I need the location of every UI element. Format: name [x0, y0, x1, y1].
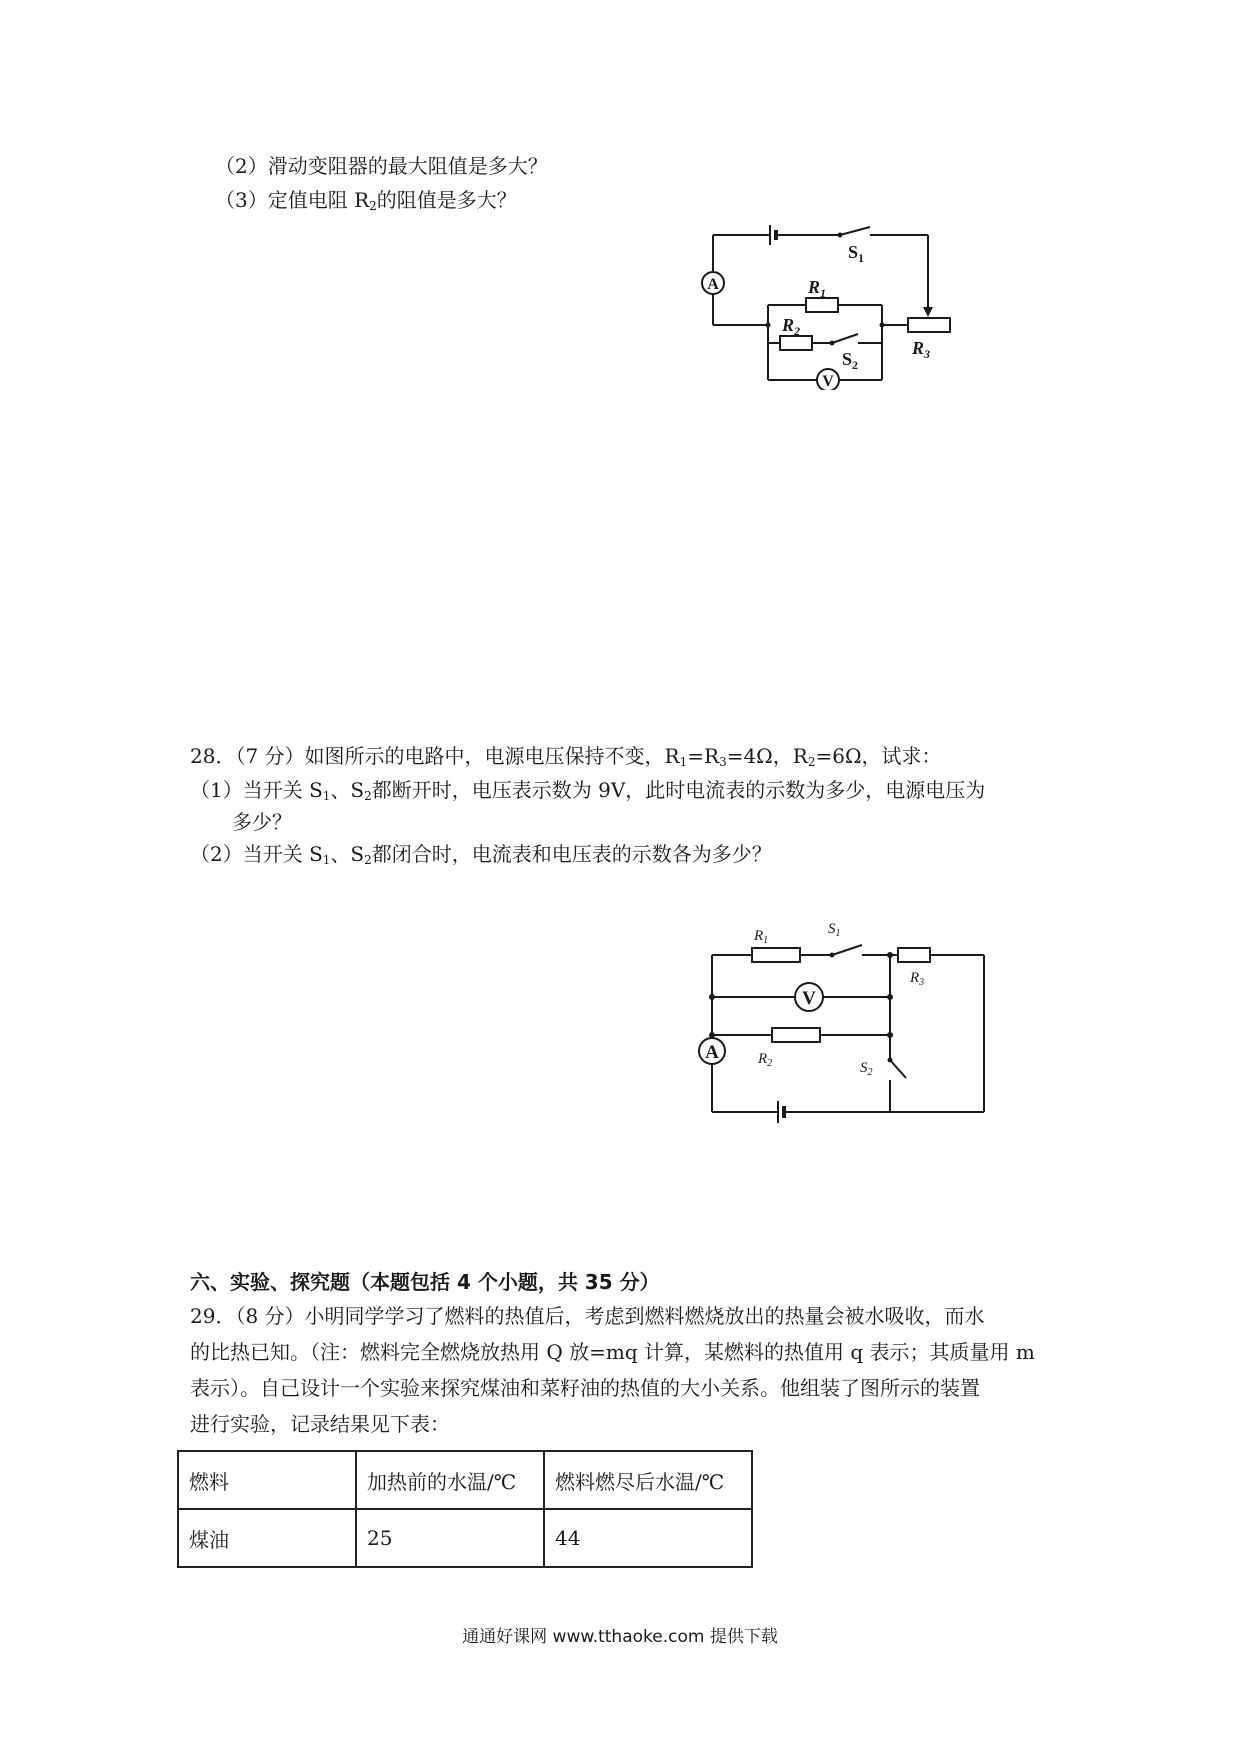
- ammeter-label: A: [707, 276, 719, 293]
- ammeter-label-2: A: [705, 1042, 719, 1063]
- label2-r1: $R_1$: [754, 928, 769, 946]
- table-cell: 煤油: [178, 1509, 356, 1567]
- label2-r2: $R_2$: [758, 1051, 773, 1069]
- table-header-cell: 燃料燃尽后水温/℃: [544, 1451, 752, 1509]
- page-footer: 通通好课网 www.tthaoke.com 提供下载: [462, 1627, 778, 1647]
- label2-r3: $R_3$: [910, 970, 925, 988]
- q27-part2: （2）滑动变阻器的最大阻值是多大？: [215, 154, 548, 178]
- table-row: [178, 1509, 752, 1567]
- label-r1: $R_1$: [808, 277, 827, 300]
- label-r2: $R_2$: [782, 315, 801, 338]
- table-cell: 44: [544, 1509, 752, 1567]
- voltmeter-label-2: V: [802, 988, 816, 1009]
- label2-s2: $S_2$: [860, 1060, 873, 1078]
- q29-line3: 表示）。自己设计一个实验来探究煤油和菜籽油的热值的大小关系。他组装了图所示的装置: [190, 1376, 980, 1400]
- q28-line1: 28．（7 分）如图所示的电路中，电源电压保持不变，$R_1=R_3=4\Omega$，$R_2=6\Omega$，试求：: [190, 744, 942, 769]
- q28-line4: （2）当开关 $S_1$、$S_2$都闭合时，电流表和电压表的示数各为多少？: [190, 842, 772, 867]
- q29-line2: 的比热已知。（注：燃料完全燃烧放热用 Q 放=mq 计算，某燃料的热值用 q 表示；其质量用 m: [190, 1340, 1035, 1364]
- label-s1: $S_1$: [848, 242, 865, 265]
- results-table: [177, 1450, 753, 1568]
- q28-line3: 多少？: [232, 810, 292, 834]
- table-header-row: [178, 1451, 752, 1509]
- circuit-diagram-2: [680, 915, 1010, 1130]
- table-header-cell: 燃料: [178, 1451, 356, 1509]
- q28-line2: （1）当开关 $S_1$、$S_2$都断开时，电压表示数为 9V，此时电流表的示数为多少，电源电压为: [190, 778, 986, 803]
- circuit-diagram-1: [690, 215, 970, 390]
- table-header-cell: 加热前的水温/℃: [356, 1451, 544, 1509]
- label-r3: $R_3$: [912, 338, 931, 361]
- q29-line4: 进行实验，记录结果见下表：: [190, 1412, 450, 1436]
- label2-s1: $S_1$: [828, 921, 841, 939]
- section-heading: 六、实验、探究题（本题包括 4 个小题，共 35 分）: [190, 1270, 660, 1294]
- voltmeter-label: V: [822, 373, 834, 390]
- q29-line1: 29．（8 分）小明同学学习了燃料的热值后，考虑到燃料燃烧放出的热量会被水吸收，而水: [190, 1304, 985, 1328]
- table-cell: 25: [356, 1509, 544, 1567]
- q27-part3: （3）定值电阻 $R_2$的阻值是多大？: [215, 188, 517, 213]
- label-s2: $S_2$: [842, 349, 859, 372]
